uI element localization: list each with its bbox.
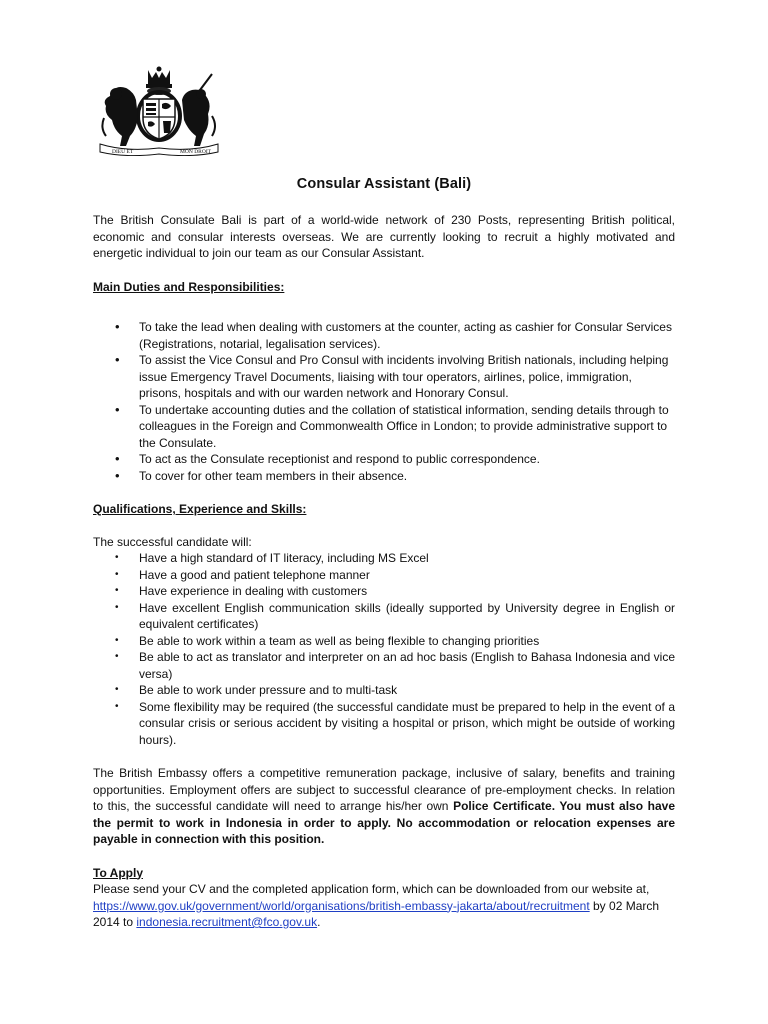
document-body <box>93 212 675 931</box>
list-item: • Have experience in dealing with customers <box>93 583 675 600</box>
intro-paragraph: The British Consulate Bali is part of a world-wide network of 230 Posts, representing British political, economic and consular interests overseas. We are currently looking to recruit a highly motivated and energetic individual to join our team as our Consular Assistant. <box>93 213 675 260</box>
duties-heading: Main Duties and Responsibilities: <box>93 279 285 294</box>
list-item: • To cover for other team members in their absence. <box>93 468 675 485</box>
list-item: • Be able to act as translator and interpreter on an ad hoc basis (English to Bahasa Indonesia and vice versa) <box>93 649 675 682</box>
qualifications-heading: Qualifications, Experience and Skills: <box>93 502 307 516</box>
list-item: • Have a high standard of IT literacy, including MS Excel <box>93 550 675 567</box>
list-item: • Be able to work within a team as well as being flexible to changing priorities <box>93 633 675 650</box>
remuneration-text: The British Embassy offers a competitive remuneration package, inclusive of salary, benefits and training opportunities. Employment offers are subject to successful clearance of pre-employment checks. In relation to this, the successful candidate will need to arrange his/her own <box>93 766 675 813</box>
apply-end-text: . <box>317 915 321 929</box>
royal-coat-of-arms-icon <box>96 66 222 156</box>
recruitment-url-link[interactable]: https://www.gov.uk/government/world/organisations/british-embassy-jakarta/about/recruitment <box>93 898 590 913</box>
apply-heading: To Apply <box>93 865 143 880</box>
apply-paragraph <box>93 881 675 931</box>
apply-deadline-text: by 02 March 2014 to <box>93 898 660 929</box>
motto-left: DIEU ET <box>112 149 134 155</box>
qualifications-lead: The successful candidate will: <box>93 534 252 549</box>
remuneration-bold-text: Police Certificate. You must also have the permit to work in Indonesia in order to apply. No accommodation or relocation expenses are payable in connection with this position. <box>93 799 675 846</box>
list-item: • To assist the Vice Consul and Pro Consul with incidents involving British nationals, including helping issue Emergency Travel Documents, liaising with tour operators, airlines, police, immigration, prisons, hospitals and with our warden network and Honorary Consul. <box>93 352 675 402</box>
recruitment-email-link[interactable]: indonesia.recruitment@fco.gov.uk <box>136 915 318 929</box>
page-title: Consular Assistant (Bali) <box>296 176 472 192</box>
duties-list <box>93 319 675 484</box>
list-item: • To undertake accounting duties and the collation of statistical information, sending details through to colleagues in the Foreign and Commonwealth Office in London; to provide administrative support to the Consulate. <box>93 402 675 452</box>
list-item: • Have a good and patient telephone manner <box>93 567 675 584</box>
apply-text: Please send your CV and the completed application form, which can be downloaded from our website at, <box>93 882 650 896</box>
list-item: • Be able to work under pressure and to multi-task <box>93 682 675 699</box>
list-item: • To act as the Consulate receptionist and respond to public correspondence. <box>93 451 675 468</box>
list-item: • Have excellent English communication skills (ideally supported by University degree in English or equivalent certificates) <box>93 600 675 633</box>
list-item: • To take the lead when dealing with customers at the counter, acting as cashier for Consular Services (Registrations, notarial, legalisation services). <box>93 319 675 352</box>
skills-list <box>93 550 675 748</box>
list-item: • Some flexibility may be required (the successful candidate must be prepared to help in the event of a consular crisis or serious accident by visiting a hospital or prison, which might be outside of working hours). <box>93 699 675 749</box>
remuneration-paragraph <box>93 765 675 848</box>
motto-right: MON DROIT <box>180 149 212 155</box>
